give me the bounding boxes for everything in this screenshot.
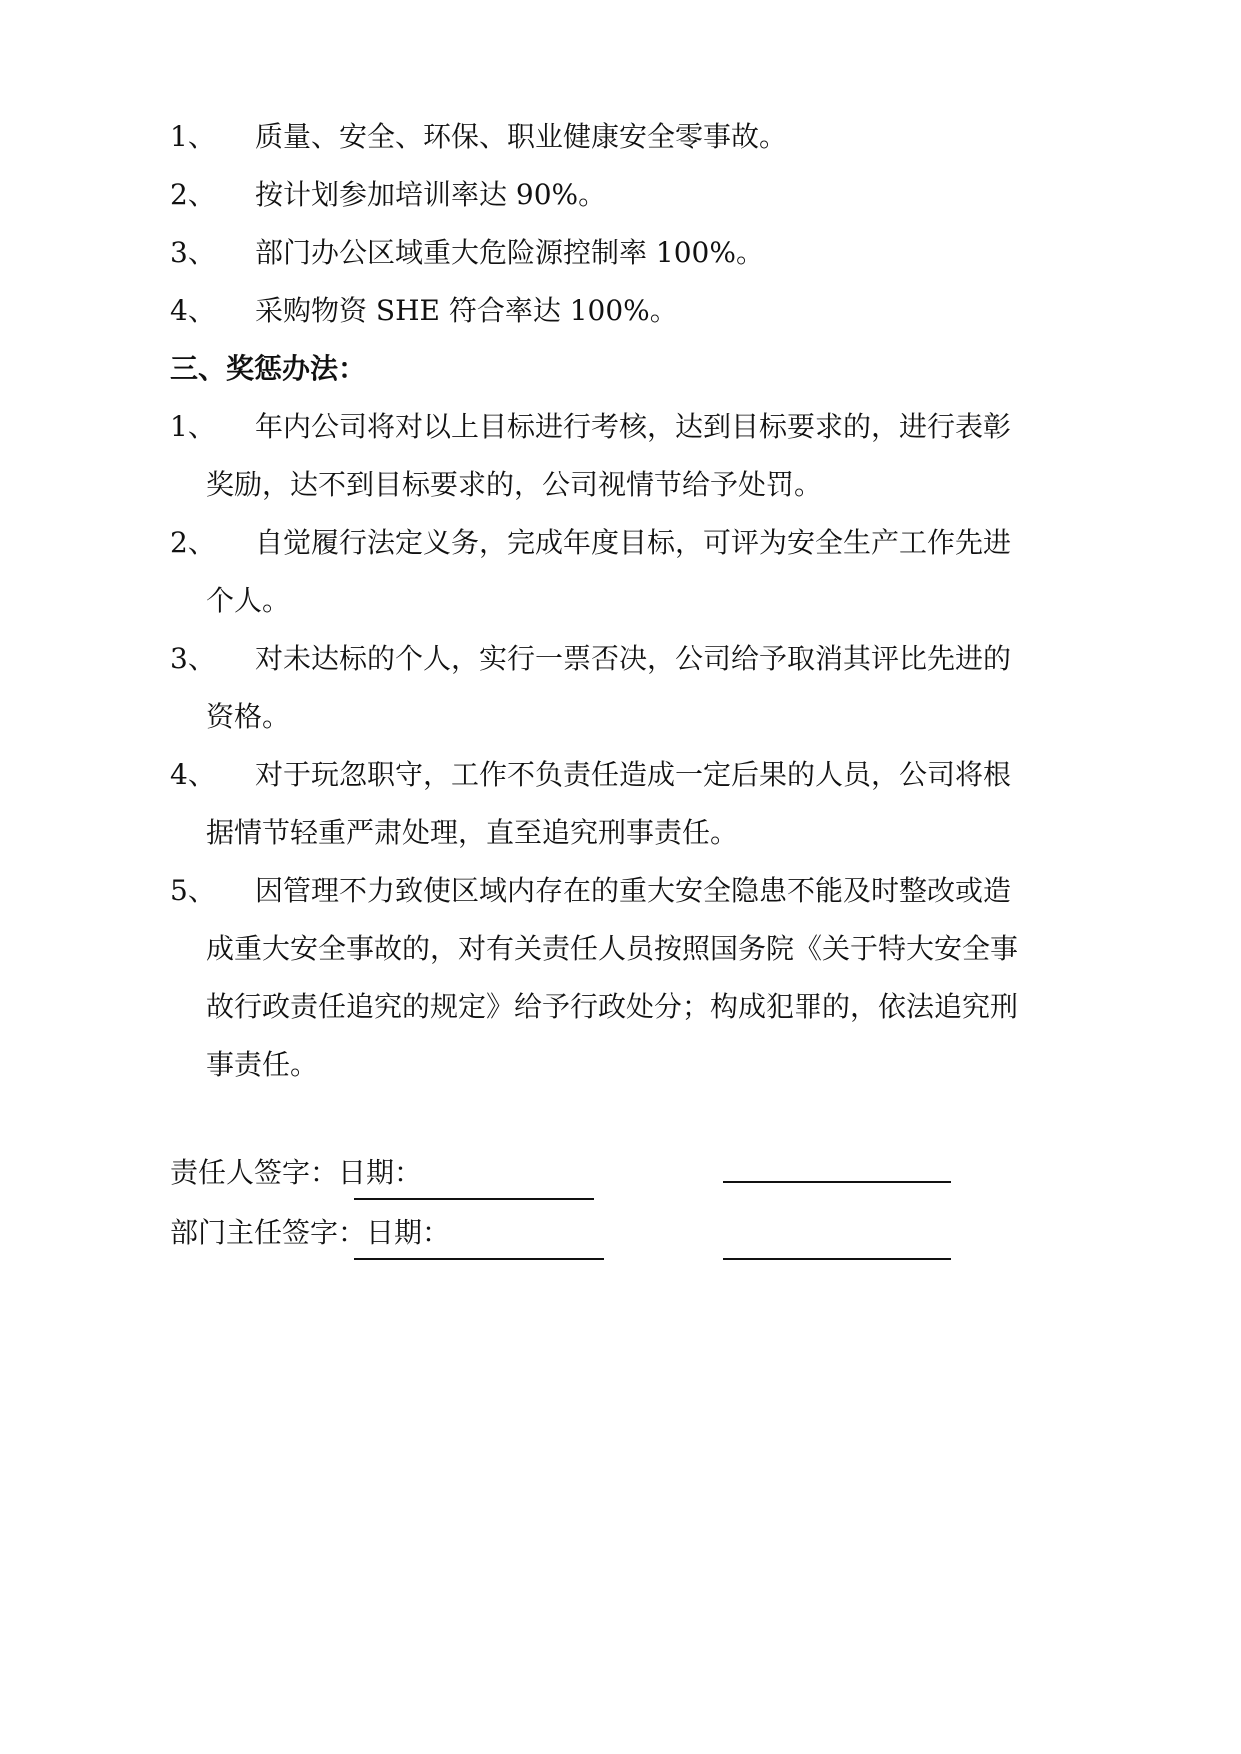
item-text-line: 自觉履行法定义务，完成年度目标，可评为安全生产工作先进 [255, 526, 1012, 559]
item-text: 质量、安全、环保、职业健康安全零事故。 [255, 120, 788, 153]
item-text-line: 据情节轻重严肃处理，直至追究刑事责任。 [206, 816, 739, 849]
item-text-line: 对未达标的个人，实行一票否决，公司给予取消其评比先进的 [255, 642, 1012, 675]
item-number: 3、 [170, 236, 216, 269]
item-number: 2、 [170, 526, 216, 559]
item-text-line: 对于玩忽职守，工作不负责任造成一定后果的人员，公司将根 [255, 758, 1012, 791]
item-number: 3、 [170, 642, 216, 675]
item-number: 2、 [170, 178, 216, 211]
signature-line[interactable] [354, 1198, 594, 1200]
item-number: 5、 [170, 874, 216, 907]
item-text-line: 个人。 [206, 584, 291, 617]
section-heading: 三、奖惩办法： [170, 352, 367, 385]
item-text-line: 成重大安全事故的，对有关责任人员按照国务院《关于特大安全事 [206, 932, 1019, 965]
item-number: 4、 [170, 294, 216, 327]
item-number: 1、 [170, 120, 216, 153]
date-line[interactable] [723, 1181, 951, 1183]
item-text-line: 因管理不力致使区域内存在的重大安全隐患不能及时整改或造 [255, 874, 1012, 907]
item-text-line: 事责任。 [206, 1048, 319, 1081]
item-text-line: 资格。 [206, 700, 291, 733]
signature-line[interactable] [354, 1258, 604, 1260]
signature-label: 部门主任签字：日期： [170, 1216, 451, 1249]
item-text: 按计划参加培训率达 90%。 [255, 178, 607, 211]
signature-label: 责任人签字：日期： [170, 1156, 423, 1189]
item-number: 1、 [170, 410, 216, 443]
item-number: 4、 [170, 758, 216, 791]
date-line[interactable] [723, 1258, 951, 1260]
item-text-line: 奖励，达不到目标要求的，公司视情节给予处罚。 [206, 468, 823, 501]
item-text-line: 故行政责任追究的规定》给予行政处分；构成犯罪的，依法追究刑 [206, 990, 1019, 1023]
item-text: 部门办公区域重大危险源控制率 100%。 [255, 236, 764, 269]
item-text-line: 年内公司将对以上目标进行考核，达到目标要求的，进行表彰 [255, 410, 1012, 443]
item-text: 采购物资 SHE 符合率达 100%。 [255, 294, 678, 327]
